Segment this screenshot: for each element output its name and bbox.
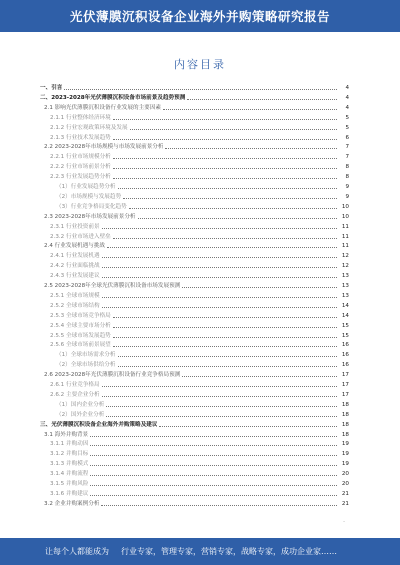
toc-entry[interactable] [44,500,349,508]
toc-entry[interactable] [56,361,349,369]
toc-entry[interactable] [50,391,349,399]
toc-leader-dots [113,138,337,140]
toc-leader-dots [102,227,337,229]
toc-entry-label: 3.2 企业并购案例分析 [44,500,100,507]
toc-entry-label: 3.1.1 并购动因 [50,441,89,448]
toc-entry[interactable] [50,292,349,300]
toc-entry[interactable] [50,381,349,389]
toc-leader-dots [90,454,337,456]
toc-entry-page: 10 [341,203,349,210]
toc-leader-dots [159,425,337,427]
toc-entry-page: 4 [345,85,349,91]
toc-entry-page: 11 [341,223,349,230]
toc-leader-dots [101,504,337,506]
toc-entry[interactable] [40,94,349,102]
toc-entry-label: 3.1.4 并购流程 [50,471,89,478]
toc-entry-label: 2.4 行业发展机遇与挑战 [44,243,106,250]
toc-entry-label: 2.1 影响光伏薄膜沉积设备行业发展的主要因素 [44,104,161,111]
toc-entry-label: 3.1.2 并购目标 [50,451,89,458]
toc-entry-page: 19 [341,451,349,458]
toc-entry-label: 2.4.2 行业面临挑战 [50,263,100,270]
toc-entry[interactable] [50,341,349,349]
toc-entry-label: 2.1.2 行业宏观政策环境及发展 [50,124,128,131]
toc-entry[interactable] [50,322,349,330]
toc-entry-label: 2.6 2023-2028年光伏薄膜沉积设备行业竞争格局预测 [44,372,181,379]
toc-entry[interactable] [44,371,349,379]
toc-leader-dots [113,237,337,239]
toc-entry[interactable] [40,421,349,429]
toc-entry-page: 13 [341,273,349,280]
toc-entry-label: （1）国内企业分析 [56,401,105,408]
toc-entry-label: 2.6.1 行业竞争格局 [50,382,100,388]
toc-entry-label: 2.5.4 全球主要市场分析 [50,322,111,329]
toc-entry[interactable] [50,460,349,468]
footer-banner [0,538,400,565]
toc-entry[interactable] [50,470,349,478]
toc-entry[interactable] [50,233,349,241]
toc-entry-page: 14 [341,302,349,309]
toc-leader-dots [118,355,338,357]
toc-entry[interactable] [50,262,349,270]
toc-leader-dots [187,98,337,100]
toc-leader-dots [90,444,337,446]
toc-entry-page: 8 [345,174,349,181]
toc-leader-dots [102,306,337,308]
toc-leader-dots [138,217,337,219]
toc-entry-label: 2.2.1 行业市场规模分析 [50,154,111,161]
toc-entry-label: 3.1 海外并购背景 [44,431,89,438]
toc-entry-page: 5 [345,124,349,131]
toc-entry-label: 2.3.1 行业投资前景 [50,223,100,230]
toc-leader-dots [102,266,337,268]
toc-leader-dots [102,276,337,278]
toc-entry[interactable] [56,193,349,201]
toc-entry-page: 13 [341,292,349,299]
toc-entry-label: 2.5.5 全球市场发展趋势 [50,332,111,339]
toc-entry-label: （1）行业发展趋势分析 [56,184,116,190]
toc-entry-label: （2）国外企业分析 [56,411,105,418]
toc-leader-dots [129,207,337,209]
toc-entry[interactable] [50,490,349,498]
toc-leader-dots [106,415,337,417]
toc-entry-label: 2.5 2023-2028年全球光伏薄膜沉积设备市场发展预测 [44,283,181,289]
toc-entry[interactable] [44,282,349,290]
toc-entry-page: 11 [341,233,349,240]
toc-entry-label: 2.1.1 行业整体经济环境 [50,114,111,121]
toc-leader-dots [113,157,337,159]
toc-entry-label: 一、引言 [40,85,63,91]
toc-leader-dots [64,88,337,90]
toc-leader-dots [165,147,337,149]
toc-entry[interactable] [44,143,349,151]
toc-entry-label: 2.5.3 全球市场竞争格局 [50,312,111,319]
toc-leader-dots [123,197,337,199]
toc-entry-page: 12 [341,253,349,260]
toc-entry[interactable] [50,153,349,161]
toc-leader-dots [90,484,337,486]
toc-leader-dots [113,316,337,318]
toc-leader-dots [113,326,337,328]
toc-entry-label: 3.1.6 并购建议 [50,490,89,497]
toc-leader-dots [182,286,337,288]
toc-entry-page: 13 [341,283,349,289]
toc-entry-page: 17 [341,372,349,379]
toc-entry[interactable] [50,124,349,132]
toc-entry-page: 18 [341,431,349,438]
toc-entry-page: 15 [341,322,349,329]
toc-entry[interactable] [50,312,349,320]
toc-entry[interactable] [44,431,349,439]
toc-entry-page: 16 [341,362,349,369]
toc-entry-page: 11 [341,243,349,250]
toc-entry[interactable] [44,104,349,112]
toc-entry-page: 21 [341,490,349,497]
toc-entry[interactable] [56,411,349,419]
toc-entry-page: 5 [345,114,349,121]
toc-leader-dots [130,128,337,130]
toc-entry-page: 18 [341,401,349,408]
toc-entry-page: 9 [345,184,349,190]
toc-entry-label: 2.1.3 行业技术发展趋势 [50,134,111,141]
toc-entry-label: 三、光伏薄膜沉积设备企业海外并购策略及建议 [40,421,158,428]
toc-leader-dots [90,435,337,437]
toc-entry-label: 2.3.2 行业市场进入壁垒 [50,233,111,240]
toc-entry-label: 2.3 2023-2028年市场发展前景分析 [44,213,136,220]
toc-leader-dots [102,395,337,397]
report-title: 光伏薄膜沉积设备企业海外并购策略研究报告 [69,9,330,24]
toc-entry[interactable] [50,302,349,310]
toc-entry[interactable] [50,252,349,260]
toc-entry-label: （1）全球市场需求分析 [56,352,116,359]
toc-entry-page: 15 [341,332,349,339]
toc-leader-dots [107,246,337,248]
toc-entry-page: 9 [345,193,349,200]
toc-entry[interactable] [56,401,349,409]
toc-entry-label: （3）行业竞争格局变化趋势 [56,203,127,210]
toc-entry-page: 4 [345,104,349,111]
toc-entry-page: 7 [345,144,349,151]
toc-entry-page: 17 [341,382,349,388]
footer-slogan: 让每个人都能成为 [45,547,109,556]
toc-entry[interactable] [56,351,349,359]
toc-leader-dots [102,296,337,298]
toc-entry[interactable] [56,183,349,191]
toc-entry-label: 2.6.2 主要企业分析 [50,391,100,398]
toc-entry-label: 3.1.5 并购风险 [50,481,89,487]
toc-entry-label: 2.2.3 行业发展趋势分析 [50,174,111,181]
toc-leader-dots [102,256,337,258]
toc-entry[interactable] [50,114,349,122]
toc-leader-dots [118,365,338,367]
toc-entry[interactable] [50,223,349,231]
toc-leader-dots [118,187,338,189]
toc-entry-label: 2.5.2 全球市场结构 [50,302,100,309]
toc-entry-page: 18 [341,411,349,418]
toc-entry-label: （2）市场规模与发展趋势 [56,193,122,200]
toc-leader-dots [113,336,337,338]
toc-entry-page: 19 [341,441,349,448]
toc-entry[interactable] [50,332,349,340]
toc-leader-dots [163,108,337,110]
toc-entry-page: 19 [341,461,349,468]
toc-entry-label: 二、2023-2028年光伏薄膜沉积设备市场前景及趋势预测 [40,94,186,101]
toc-entry-page: 7 [345,154,349,161]
toc-entry-label: 2.4.3 行业发展建议 [50,273,100,280]
toc-entry-label: 2.5.6 全球市场前景展望 [50,342,111,349]
toc-leader-dots [113,345,337,347]
toc-leader-dots [113,118,337,120]
toc-entry[interactable] [50,480,349,488]
toc-entry-label: 2.5.1 全球市场规模 [50,292,100,299]
toc-entry-label: 2.2.2 行业市场前景分析 [50,164,111,171]
toc-entry-page: 8 [345,164,349,171]
toc-entry[interactable] [50,272,349,280]
toc-entry-page: 20 [341,481,349,487]
toc-entry[interactable] [44,213,349,221]
toc-leader-dots [90,494,337,496]
toc-leader-dots [113,177,337,179]
toc-entry-page: 12 [341,263,349,270]
toc-entry[interactable] [56,203,349,211]
toc-entry[interactable] [50,440,349,448]
header-banner [0,0,400,32]
toc-entry-page: 17 [341,391,349,398]
toc-entry-label: 3.1.3 并购模式 [50,461,89,468]
toc-leader-dots [106,405,337,407]
toc-entry[interactable] [50,450,349,458]
toc-entry-page: 16 [341,352,349,359]
toc-leader-dots [182,375,337,377]
toc-leader-dots [90,464,337,466]
toc-leader-dots [102,385,337,387]
toc-entry[interactable] [50,134,349,142]
toc-entry[interactable] [40,84,349,92]
toc-entry-page: 21 [341,500,349,507]
toc-entry-page: 20 [341,471,349,478]
toc-entry-label: （2）全球市场供给分析 [56,362,116,369]
toc-entry-page: 18 [341,421,349,428]
toc-entry-page: 6 [345,134,349,141]
toc-entry[interactable] [50,173,349,181]
toc-entry[interactable] [50,163,349,171]
toc-heading: 内容目录 [174,58,226,71]
toc-leader-dots [90,474,337,476]
toc-entry-label: 2.4.1 行业发展机遇 [50,253,100,260]
toc-leader-dots [113,167,337,169]
toc-entry[interactable] [44,242,349,250]
footer-roles: 行业专家，管理专家，营销专家，战略专家，成功企业家…… [121,547,337,556]
toc-entry-page: 10 [341,213,349,220]
page-number: - [343,518,346,525]
toc-entry-page: 4 [345,94,349,101]
toc-entry-page: 16 [341,342,349,349]
toc-entry-label: 2.2 2023-2028年市场规模与市场发展前景分析 [44,144,164,151]
toc-entry-page: 14 [341,312,349,319]
